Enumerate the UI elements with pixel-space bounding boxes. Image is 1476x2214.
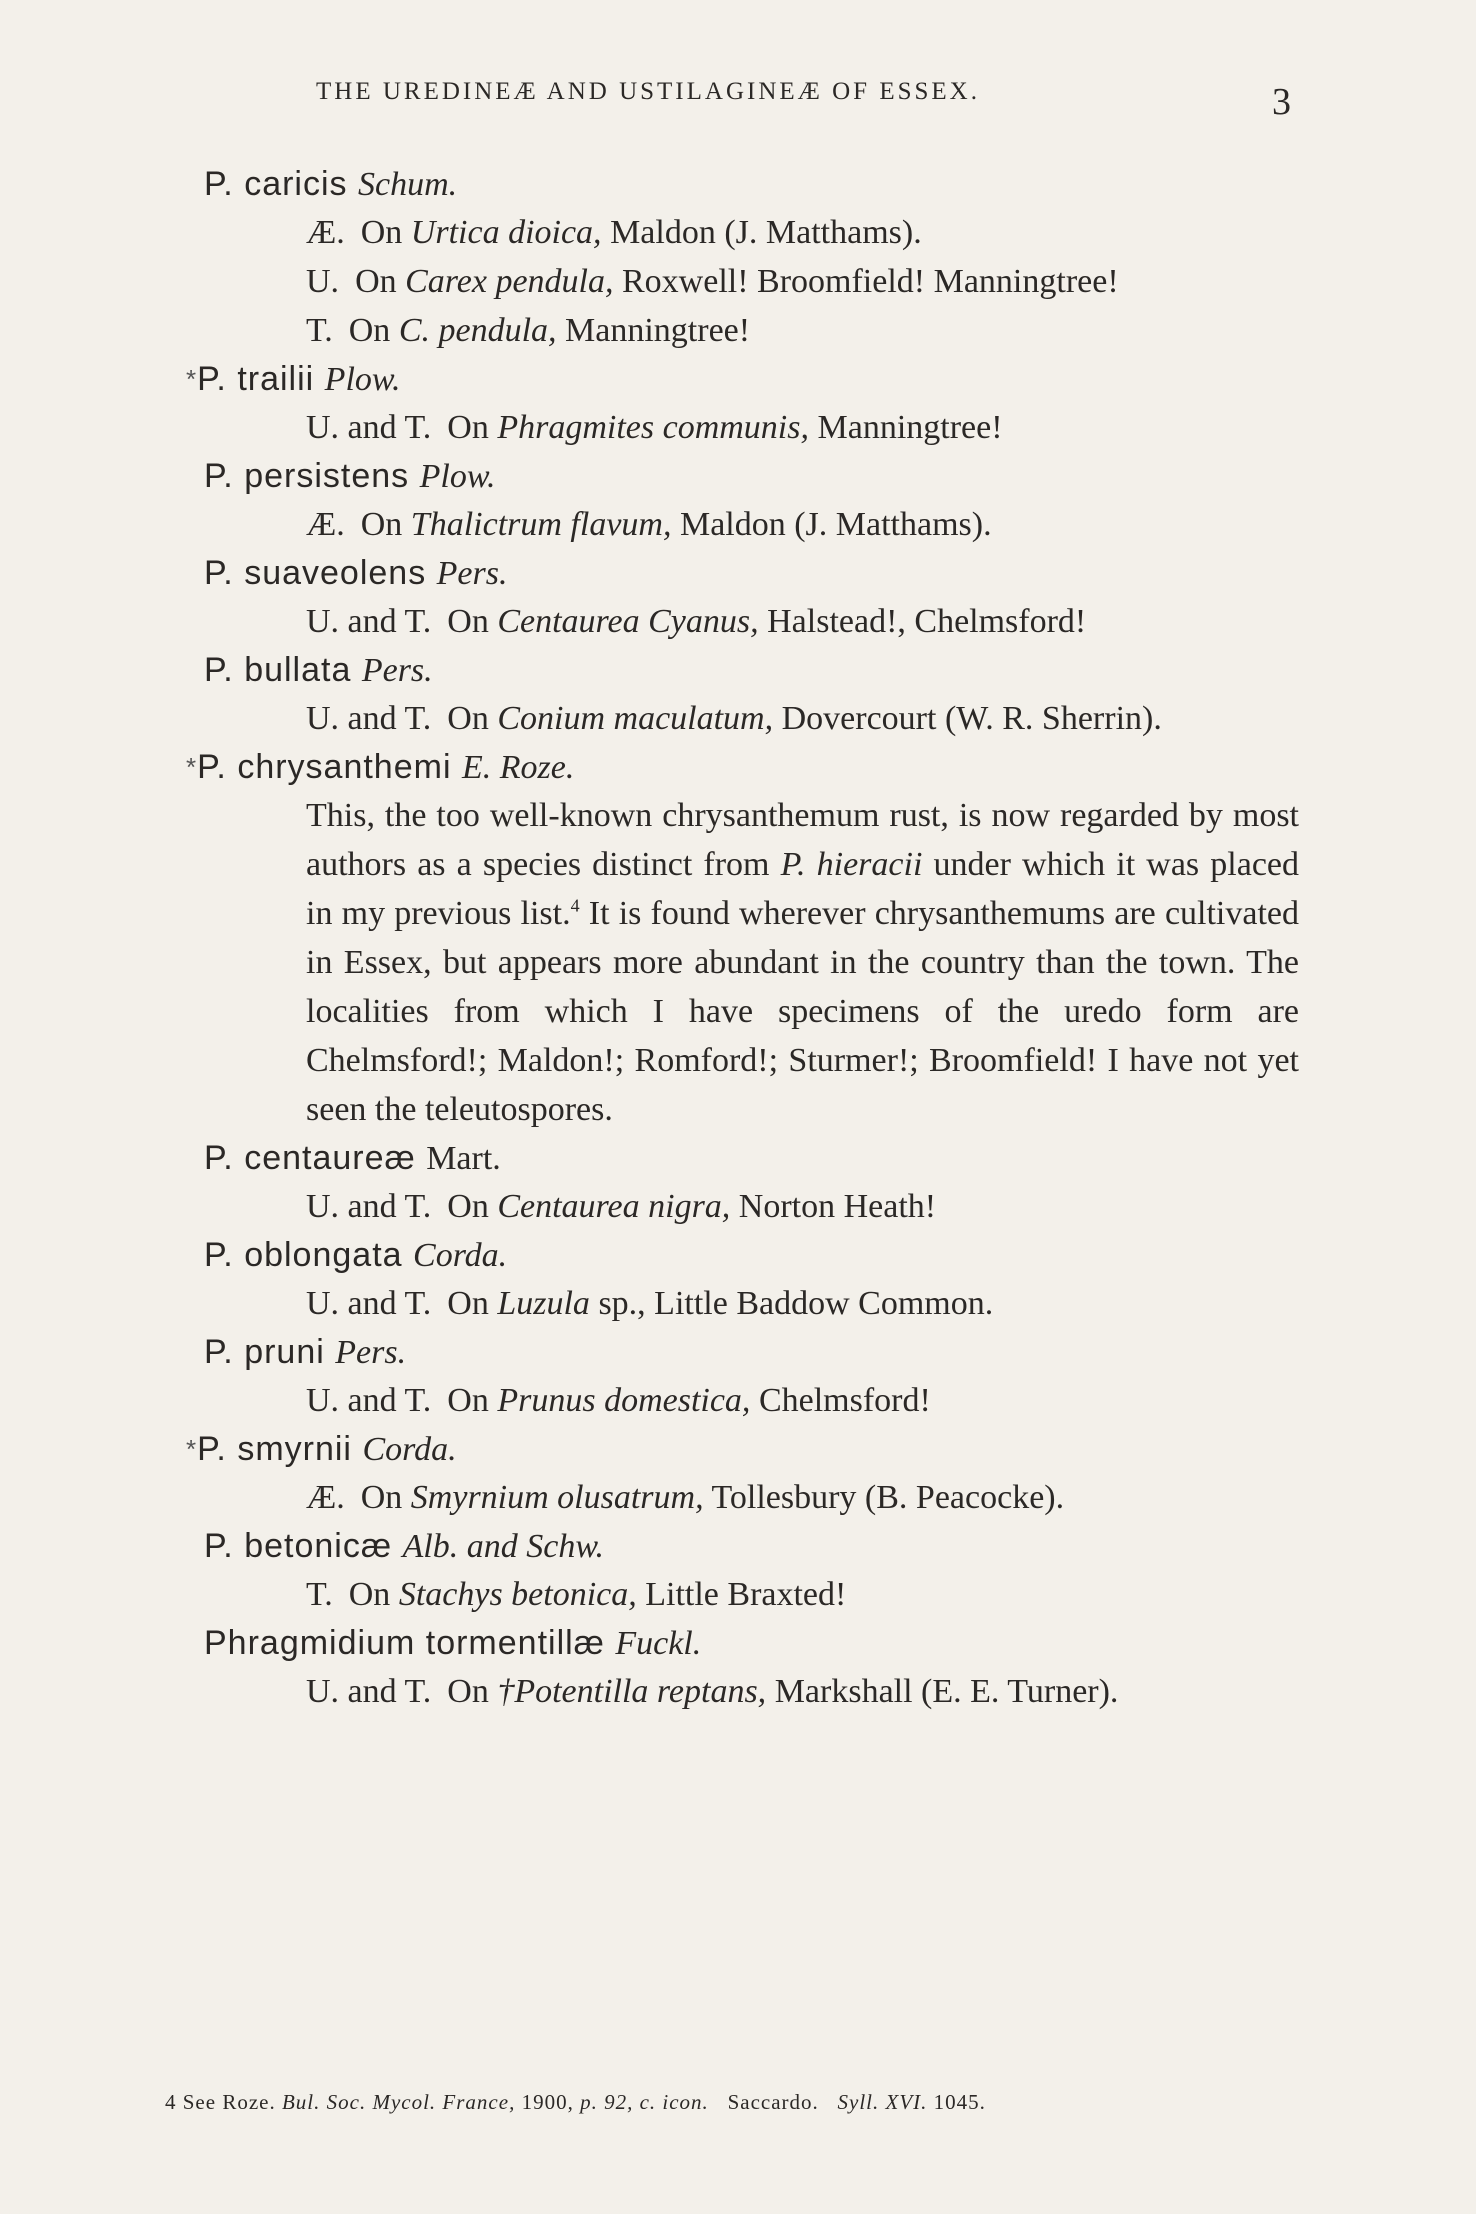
note-italic: P. hieracii [780,846,923,883]
on-prefix: On [360,214,403,251]
species-heading [204,549,1299,597]
species-heading [204,452,1299,500]
footnote-page: p. 92, c. icon. [580,2090,709,2114]
host-plant: Stachys betonica, [398,1576,637,1613]
on-prefix: On [447,1673,489,1710]
species-authority: Corda. [362,1431,457,1468]
footnote-work: Syll. XVI. [837,2090,928,2114]
footnote [165,2090,986,2115]
species-heading [204,1328,1299,1376]
on-prefix: On [355,263,397,300]
spore-stage: U. and T. [306,1188,432,1225]
locality-record [204,500,1299,549]
species-entry [186,355,1299,452]
note-text: under which it was placed in my previous list. [306,846,1299,932]
spore-stage: U. and T. [306,1382,432,1419]
locality-record [204,208,1299,257]
host-plant: Phragmites communis, [497,409,809,446]
running-head: THE UREDINEÆ AND USTILAGINEÆ OF ESSEX. [316,78,980,105]
locality: Manningtree! [817,409,1003,446]
species-name: P. bullata [204,651,352,689]
species-entry [204,646,1299,743]
new-record-star: * [186,752,198,782]
species-name: P. trailii [197,360,315,398]
footnote-ref: 4 [570,895,580,916]
locality-record [204,306,1299,355]
note-text: It is found wherever chrysanthemums are cultivated in Essex, but appears more abundant in the country than the town. The localities from which I have specimens of the uredo form are Chelmsford!; Maldon!; Romford!; Sturmer!; Broomfield! I have not yet seen the teleutospores. [306,895,1300,1128]
page-number: 3 [1272,81,1291,123]
species-authority: E. Roze. [461,749,575,786]
spore-stage: U. and T. [306,700,432,737]
locality-record [204,257,1299,306]
footnote-number: 1045. [933,2090,986,2114]
spore-stage: Æ. [306,1479,345,1516]
species-name: Phragmidium tormentillæ [204,1624,605,1662]
species-entry [204,1522,1299,1619]
species-list [186,160,1300,1716]
footnote-journal: Bul. Soc. Mycol. France, [281,2090,516,2114]
species-heading [186,743,1299,791]
species-authority: Pers. [436,555,508,592]
host-plant: Centaurea nigra, [497,1188,731,1225]
species-name: P. pruni [204,1333,325,1371]
spore-stage: Æ. [306,214,345,251]
locality: Tollesbury (B. Peacocke). [711,1479,1065,1516]
new-record-star: * [186,364,198,394]
note-text: This, the too well-known chrysanthemum rust, is now regarded by most authors as a species distinct from [306,797,1299,883]
spore-stage: U. [306,263,340,300]
species-name: P. betonicæ [204,1527,393,1565]
on-prefix: On [447,1382,489,1419]
species-heading [204,160,1299,208]
locality-record [204,597,1299,646]
host-plant: Centaurea Cyanus, [497,603,759,640]
species-name: P. oblongata [204,1236,403,1274]
species-note [204,791,1299,1134]
species-entry [204,1619,1299,1716]
species-entry [204,1328,1299,1425]
host-plant: Conium maculatum, [497,700,774,737]
species-authority: Fuckl. [615,1625,702,1662]
host-plant: C. pendula, [398,312,557,349]
locality-record [204,403,1299,452]
spore-stage: U. and T. [306,409,432,446]
on-prefix: On [360,506,403,543]
locality: Maldon (J. Matthams). [679,506,992,543]
host-plant: Urtica dioica, [410,214,602,251]
species-authority: Corda. [413,1237,508,1274]
species-heading [204,1134,1299,1182]
locality: Little Braxted! [645,1576,847,1613]
spore-stage: U. and T. [306,1285,432,1322]
on-prefix: On [447,1188,489,1225]
footnote-author: Saccardo. [727,2090,819,2114]
species-entry [186,1425,1299,1522]
on-prefix: On [348,1576,391,1613]
locality: sp., Little Baddow Common. [598,1285,994,1322]
species-name: P. caricis [204,165,348,203]
on-prefix: On [447,603,489,640]
locality-record [204,694,1299,743]
species-heading [204,1522,1299,1570]
species-heading [204,1619,1299,1667]
locality-record [204,1279,1299,1328]
locality-record [204,1182,1299,1231]
footnote-mark: 4 [165,2090,177,2114]
species-heading [186,1425,1299,1473]
species-authority: Schum. [357,166,458,203]
species-authority: Pers. [335,1334,407,1371]
species-heading [186,355,1299,403]
on-prefix: On [447,409,489,446]
locality: Chelmsford! [758,1382,931,1419]
spore-stage: U. and T. [306,1673,432,1710]
on-prefix: On [360,1479,403,1516]
spore-stage: Æ. [306,506,345,543]
species-entry [204,160,1299,355]
locality-record [204,1376,1299,1425]
species-authority: Plow. [324,361,401,398]
species-heading [204,1231,1299,1279]
species-name: P. persistens [204,457,410,495]
species-name: P. suaveolens [204,554,427,592]
species-entry [204,1134,1299,1231]
locality-record [204,1667,1299,1716]
on-prefix: On [348,312,391,349]
locality: Maldon (J. Matthams). [610,214,922,251]
host-plant: Luzula [497,1285,590,1322]
locality: Roxwell! Broomfield! Manningtree! [622,263,1119,300]
footnote-text: See Roze. [182,2090,276,2114]
host-plant: Smyrnium olusatrum, [410,1479,704,1516]
footnote-year: 1900, [521,2090,574,2114]
locality: Halstead!, Chelmsford! [767,603,1087,640]
locality-record [204,1473,1299,1522]
species-authority: Pers. [361,652,433,689]
locality: Manningtree! [565,312,751,349]
species-entry [186,743,1300,1134]
on-prefix: On [447,1285,489,1322]
host-plant: Thalictrum flavum, [410,506,672,543]
on-prefix: On [447,700,489,737]
host-plant: Prunus domestica, [497,1382,751,1419]
spore-stage: U. and T. [306,603,432,640]
species-authority: Mart. [426,1140,501,1177]
species-entry [204,1231,1299,1328]
locality: Dovercourt (W. R. Sherrin). [781,700,1162,737]
locality: Norton Heath! [738,1188,937,1225]
species-entry [204,452,1299,549]
species-name: P. smyrnii [197,1430,352,1468]
new-record-star: * [186,1434,198,1464]
spore-stage: T. [306,1576,333,1613]
spore-stage: T. [306,312,333,349]
species-authority: Plow. [419,458,496,495]
host-plant: †Potentilla reptans, [497,1673,767,1710]
locality: Markshall (E. E. Turner). [774,1673,1119,1710]
species-entry [204,549,1299,646]
species-heading [204,646,1299,694]
species-authority: Alb. and Schw. [402,1528,604,1565]
species-name: P. chrysanthemi [197,748,452,786]
locality-record [204,1570,1299,1619]
species-name: P. centaureæ [204,1139,416,1177]
host-plant: Carex pendula, [405,263,614,300]
